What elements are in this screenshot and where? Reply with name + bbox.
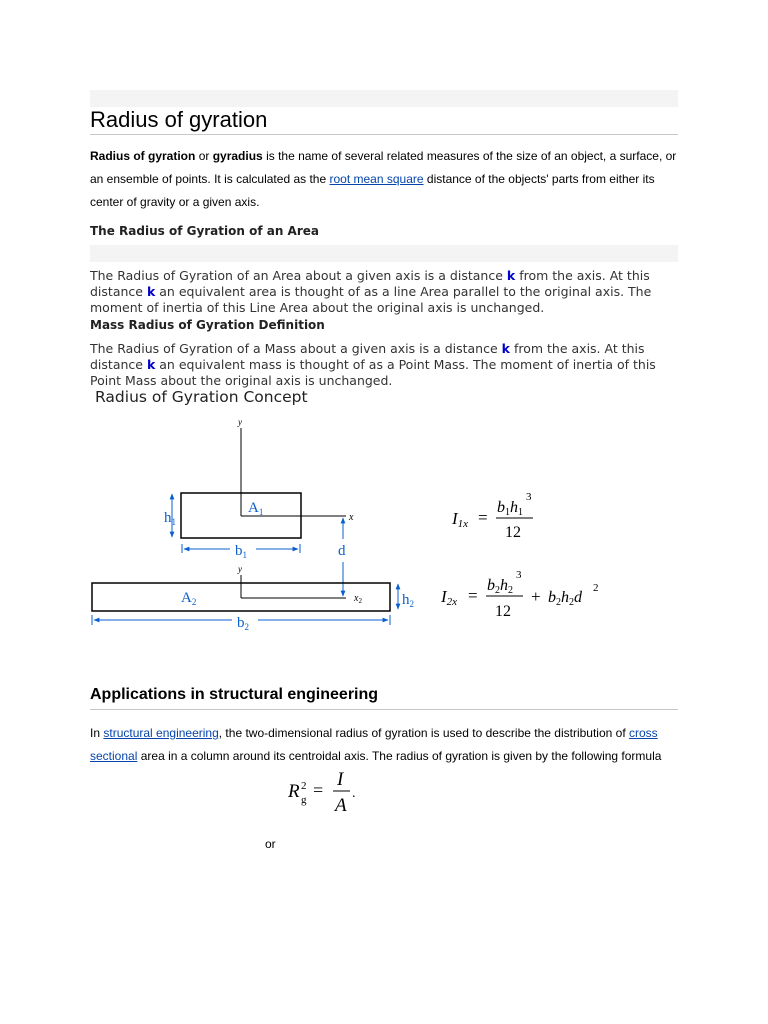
mass-text-d: an equivalent mass is thought of as a Point Mass. The moment of inertia of this [159, 357, 656, 372]
svg-text:12: 12 [495, 603, 511, 620]
formula-eq: = [313, 780, 324, 800]
apps-line1-post: , the two-dimensional radius of gyration is used to describe the distribution of [218, 726, 626, 740]
intro-line2-pre: an ensemble of points. It is calculated as the [90, 172, 327, 186]
x2-label: $x_2$ [354, 593, 362, 605]
cross-sectional-link-part2[interactable]: sectional [90, 749, 138, 763]
svg-text:I1x: I1x [452, 509, 469, 530]
applications-paragraph [90, 722, 690, 768]
formula-den: A [335, 795, 347, 815]
root-mean-square-link[interactable]: root mean square [329, 172, 424, 186]
area-text-b: from the axis. At this [519, 268, 650, 283]
apps-line-1 [90, 722, 690, 745]
area-text-a: The Radius of Gyration of an Area about a given axis is a distance [90, 268, 503, 283]
y2-label: y [238, 564, 242, 574]
b1-label: $b_1$ [235, 543, 247, 560]
applications-heading: Applications in structural engineering [90, 686, 379, 703]
mass-text-a: The Radius of Gyration of a Mass about a given axis is a distance [90, 341, 498, 356]
radius-formula [280, 765, 380, 815]
intro-or: or [198, 149, 210, 163]
formula-r: R [288, 781, 300, 802]
cross-sectional-link-part1[interactable]: cross [629, 726, 658, 740]
structural-engineering-link[interactable]: structural engineering [103, 726, 219, 740]
applications-rule [90, 709, 678, 710]
apps-line2-post: area in a column around its centroidal axis. The radius of gyration is given by the following formula [140, 749, 662, 763]
area-line-3: moment of inertia of this Line Area about the original axis is unchanged. [90, 300, 545, 315]
or-text: or [265, 837, 276, 851]
figure-title: Radius of Gyration Concept [95, 388, 308, 406]
h1-label: $h_1$ [164, 510, 176, 527]
svg-text:=: = [468, 586, 478, 605]
mass-heading: Mass Radius of Gyration Definition [90, 318, 325, 332]
apps-line-2 [90, 745, 690, 768]
b2-label: $b_2$ [237, 615, 249, 632]
area-k-2: k [146, 284, 156, 299]
formula-sub: g [301, 794, 307, 806]
mass-line-3: Point Mass about the original axis is unchanged. [90, 373, 393, 388]
area-k-1: k [506, 268, 516, 283]
page-title: Radius of gyration [90, 107, 268, 132]
svg-text:=: = [478, 508, 488, 527]
mass-k-2: k [146, 357, 156, 372]
area-text-d: an equivalent area is thought of as a line Area parallel to the original axis. The [159, 284, 652, 299]
svg-text:b1h1: b1h1 [497, 499, 523, 518]
term-radius-of-gyration: Radius of gyration [90, 149, 196, 163]
term-gyradius: gyradius [212, 149, 263, 163]
svg-text:3: 3 [526, 491, 532, 503]
d-label: d [338, 543, 346, 559]
equation-i1x [451, 491, 533, 541]
svg-text:+: + [531, 587, 541, 606]
h2-label: $h_2$ [402, 592, 414, 609]
svg-text:3: 3 [516, 569, 522, 581]
a1-label: $A_1$ [248, 500, 264, 517]
a2-label: $A_2$ [181, 590, 197, 607]
mass-k-1: k [501, 341, 510, 356]
svg-text:b2h2: b2h2 [487, 577, 513, 596]
area-text-c: distance [90, 284, 143, 299]
svg-text:I2x: I2x [441, 587, 458, 608]
area-heading: The Radius of Gyration of an Area [90, 224, 319, 238]
svg-text:12: 12 [505, 524, 521, 541]
intro-line-3: center of gravity or a given axis. [90, 195, 260, 209]
svg-text:b2h2d: b2h2d [548, 589, 582, 608]
y1-label: y [238, 417, 242, 427]
intro-line2-post: distance of the objects' parts from either its [426, 172, 655, 186]
svg-text:2: 2 [593, 582, 599, 594]
mass-text-c: distance [90, 357, 143, 372]
formula-dot: . [352, 786, 356, 801]
formula-sup: 2 [301, 780, 307, 792]
equation-i2x [440, 569, 599, 620]
mass-text-b: from the axis. At this [513, 341, 645, 356]
x1-label: x [349, 512, 354, 523]
intro-line1-rest: is the name of several related measures of the size of an object, a surface, or [266, 149, 677, 163]
apps-in: In [90, 726, 101, 740]
formula-num: I [337, 769, 344, 790]
